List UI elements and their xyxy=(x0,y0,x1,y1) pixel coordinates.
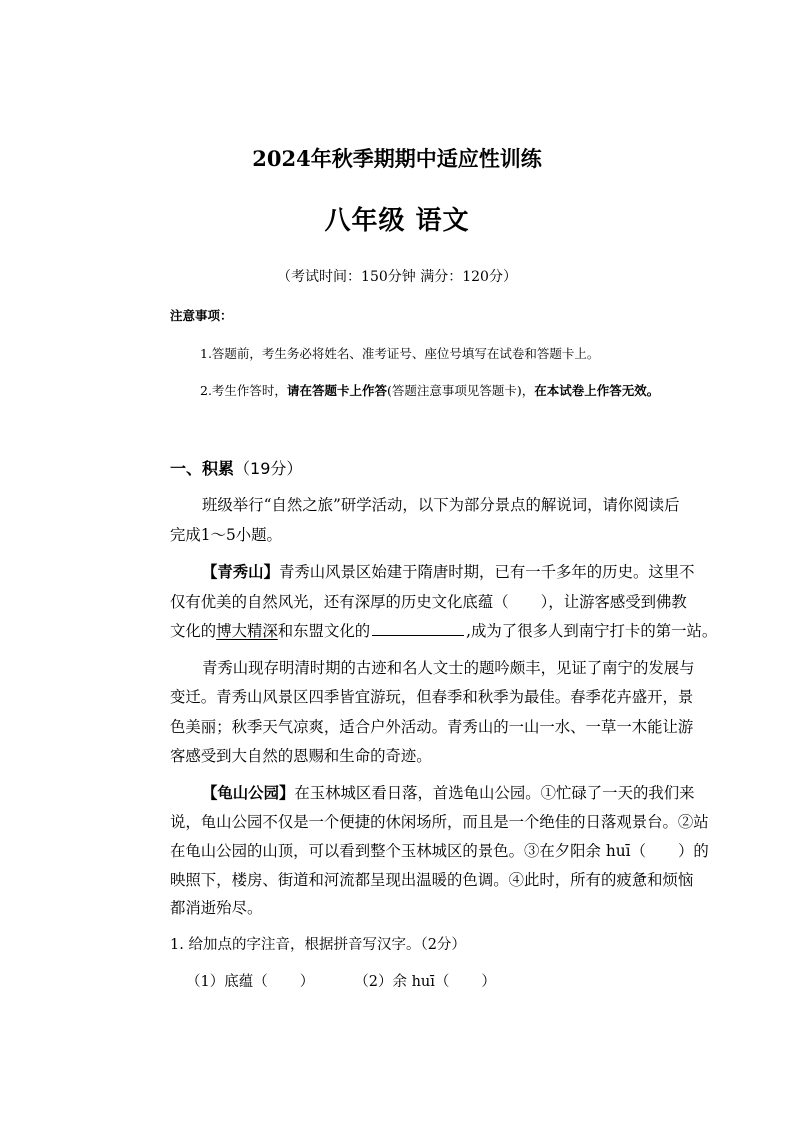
passage2-line-3: 色美丽；秋季天气凉爽，适合户外活动。青秀山的一山一水、一草一木能让游 xyxy=(170,718,694,736)
section-heading-points: （19分） xyxy=(234,459,303,478)
fill-blank-line xyxy=(372,621,464,636)
passage1-line-3 xyxy=(170,619,717,641)
passage2-line-1: 青秀山现存明清时期的古迹和名人文士的题吟颇丰，见证了南宁的发展与 xyxy=(202,659,695,677)
page-subtitle: 八年级 语文 xyxy=(324,206,470,236)
passage3-line-5: 都消逝殆尽。 xyxy=(170,899,263,917)
passage1-line-2-b: ），让游客感受到佛教 xyxy=(540,593,687,611)
section-heading-main: 一、积累 xyxy=(170,459,235,478)
passage3-line-3 xyxy=(170,839,709,861)
notice-item-2-part-b: 请在答题卡上作答 xyxy=(286,383,387,398)
passage1-tag: 【青秀山】 xyxy=(202,563,279,581)
intro-line-1: 班级举行“自然之旅”研学活动，以下为部分景点的解说词，请你阅读后 xyxy=(202,496,680,514)
passage3-line-1 xyxy=(202,781,695,803)
question-1-sub-1: （1）底蕴（ xyxy=(186,974,268,990)
passage3-tag: 【龟山公园】 xyxy=(202,784,295,802)
question-1-stem: 1. 给加点的字注音，根据拼音写汉字。（2分） xyxy=(170,937,466,953)
passage3-line-3-b: ）的 xyxy=(677,842,709,860)
passage3-line-4: 映照下，楼房、街道和河流都呈现出温暖的色调。④此时，所有的疲惫和烦恼 xyxy=(170,871,694,889)
passage1-line-3-a: 文化的 xyxy=(170,622,217,640)
question-1-subitems xyxy=(186,970,496,991)
exam-info: （考试时间：150分钟 满分：120分） xyxy=(277,269,517,285)
passage1-line-1-text: 青秀山风景区始建于隋唐时期，已有一千多年的历史。这里不 xyxy=(278,563,695,581)
passage1-line-1 xyxy=(202,560,695,582)
notice-item-2 xyxy=(200,381,659,399)
notice-label: 注意事项： xyxy=(170,308,233,323)
page-title: 2024年秋季期期中适应性训练 xyxy=(252,146,542,171)
passage3-line-2: 说，龟山公园不仅是一个便捷的休闲场所，而且是一个绝佳的日落观景台。②站 xyxy=(170,813,709,831)
passage1-line-2-a: 仅有优美的自然风光，还有深厚的历史文化底蕴（ xyxy=(170,593,509,611)
passage3-line-3-a: 在龟山公园的山顶，可以看到整个玉林城区的景色。③在夕阳余 huī（ xyxy=(170,842,646,860)
question-1-sub-2-close: ） xyxy=(481,974,496,990)
underlined-phrase: 博大精深 xyxy=(216,622,278,640)
section-heading xyxy=(170,456,302,479)
notice-item-1: 1.答题前，考生务必将姓名、准考证号、座位号填写在试卷和答题卡上。 xyxy=(200,346,600,361)
notice-item-2-part-d: 在本试卷上作答无效。 xyxy=(534,383,660,398)
notice-item-2-part-c: (答题注意事项见答题卡)， xyxy=(386,383,535,398)
intro-line-2: 完成1～5小题。 xyxy=(170,526,282,544)
passage1-line-2 xyxy=(170,590,687,612)
passage2-line-2: 变迁。青秀山风景区四季皆宜游玩，但春季和秋季为最佳。春季花卉盛开，景 xyxy=(170,688,694,706)
question-1-sub-2: （2）余 huī（ xyxy=(354,974,450,990)
question-1-sub-1-close: ） xyxy=(299,974,315,990)
passage1-line-3-c: ,成为了很多人到南宁打卡的第一站。 xyxy=(466,622,718,640)
notice-item-2-part-a: 2.考生作答时， xyxy=(200,383,287,398)
passage2-line-4: 客感受到大自然的恩赐和生命的奇迹。 xyxy=(170,747,432,765)
passage3-line-1-text: 在玉林城区看日落，首选龟山公园。①忙碌了一天的我们来 xyxy=(294,784,695,802)
passage1-line-3-b: 和东盟文化的 xyxy=(277,622,371,640)
